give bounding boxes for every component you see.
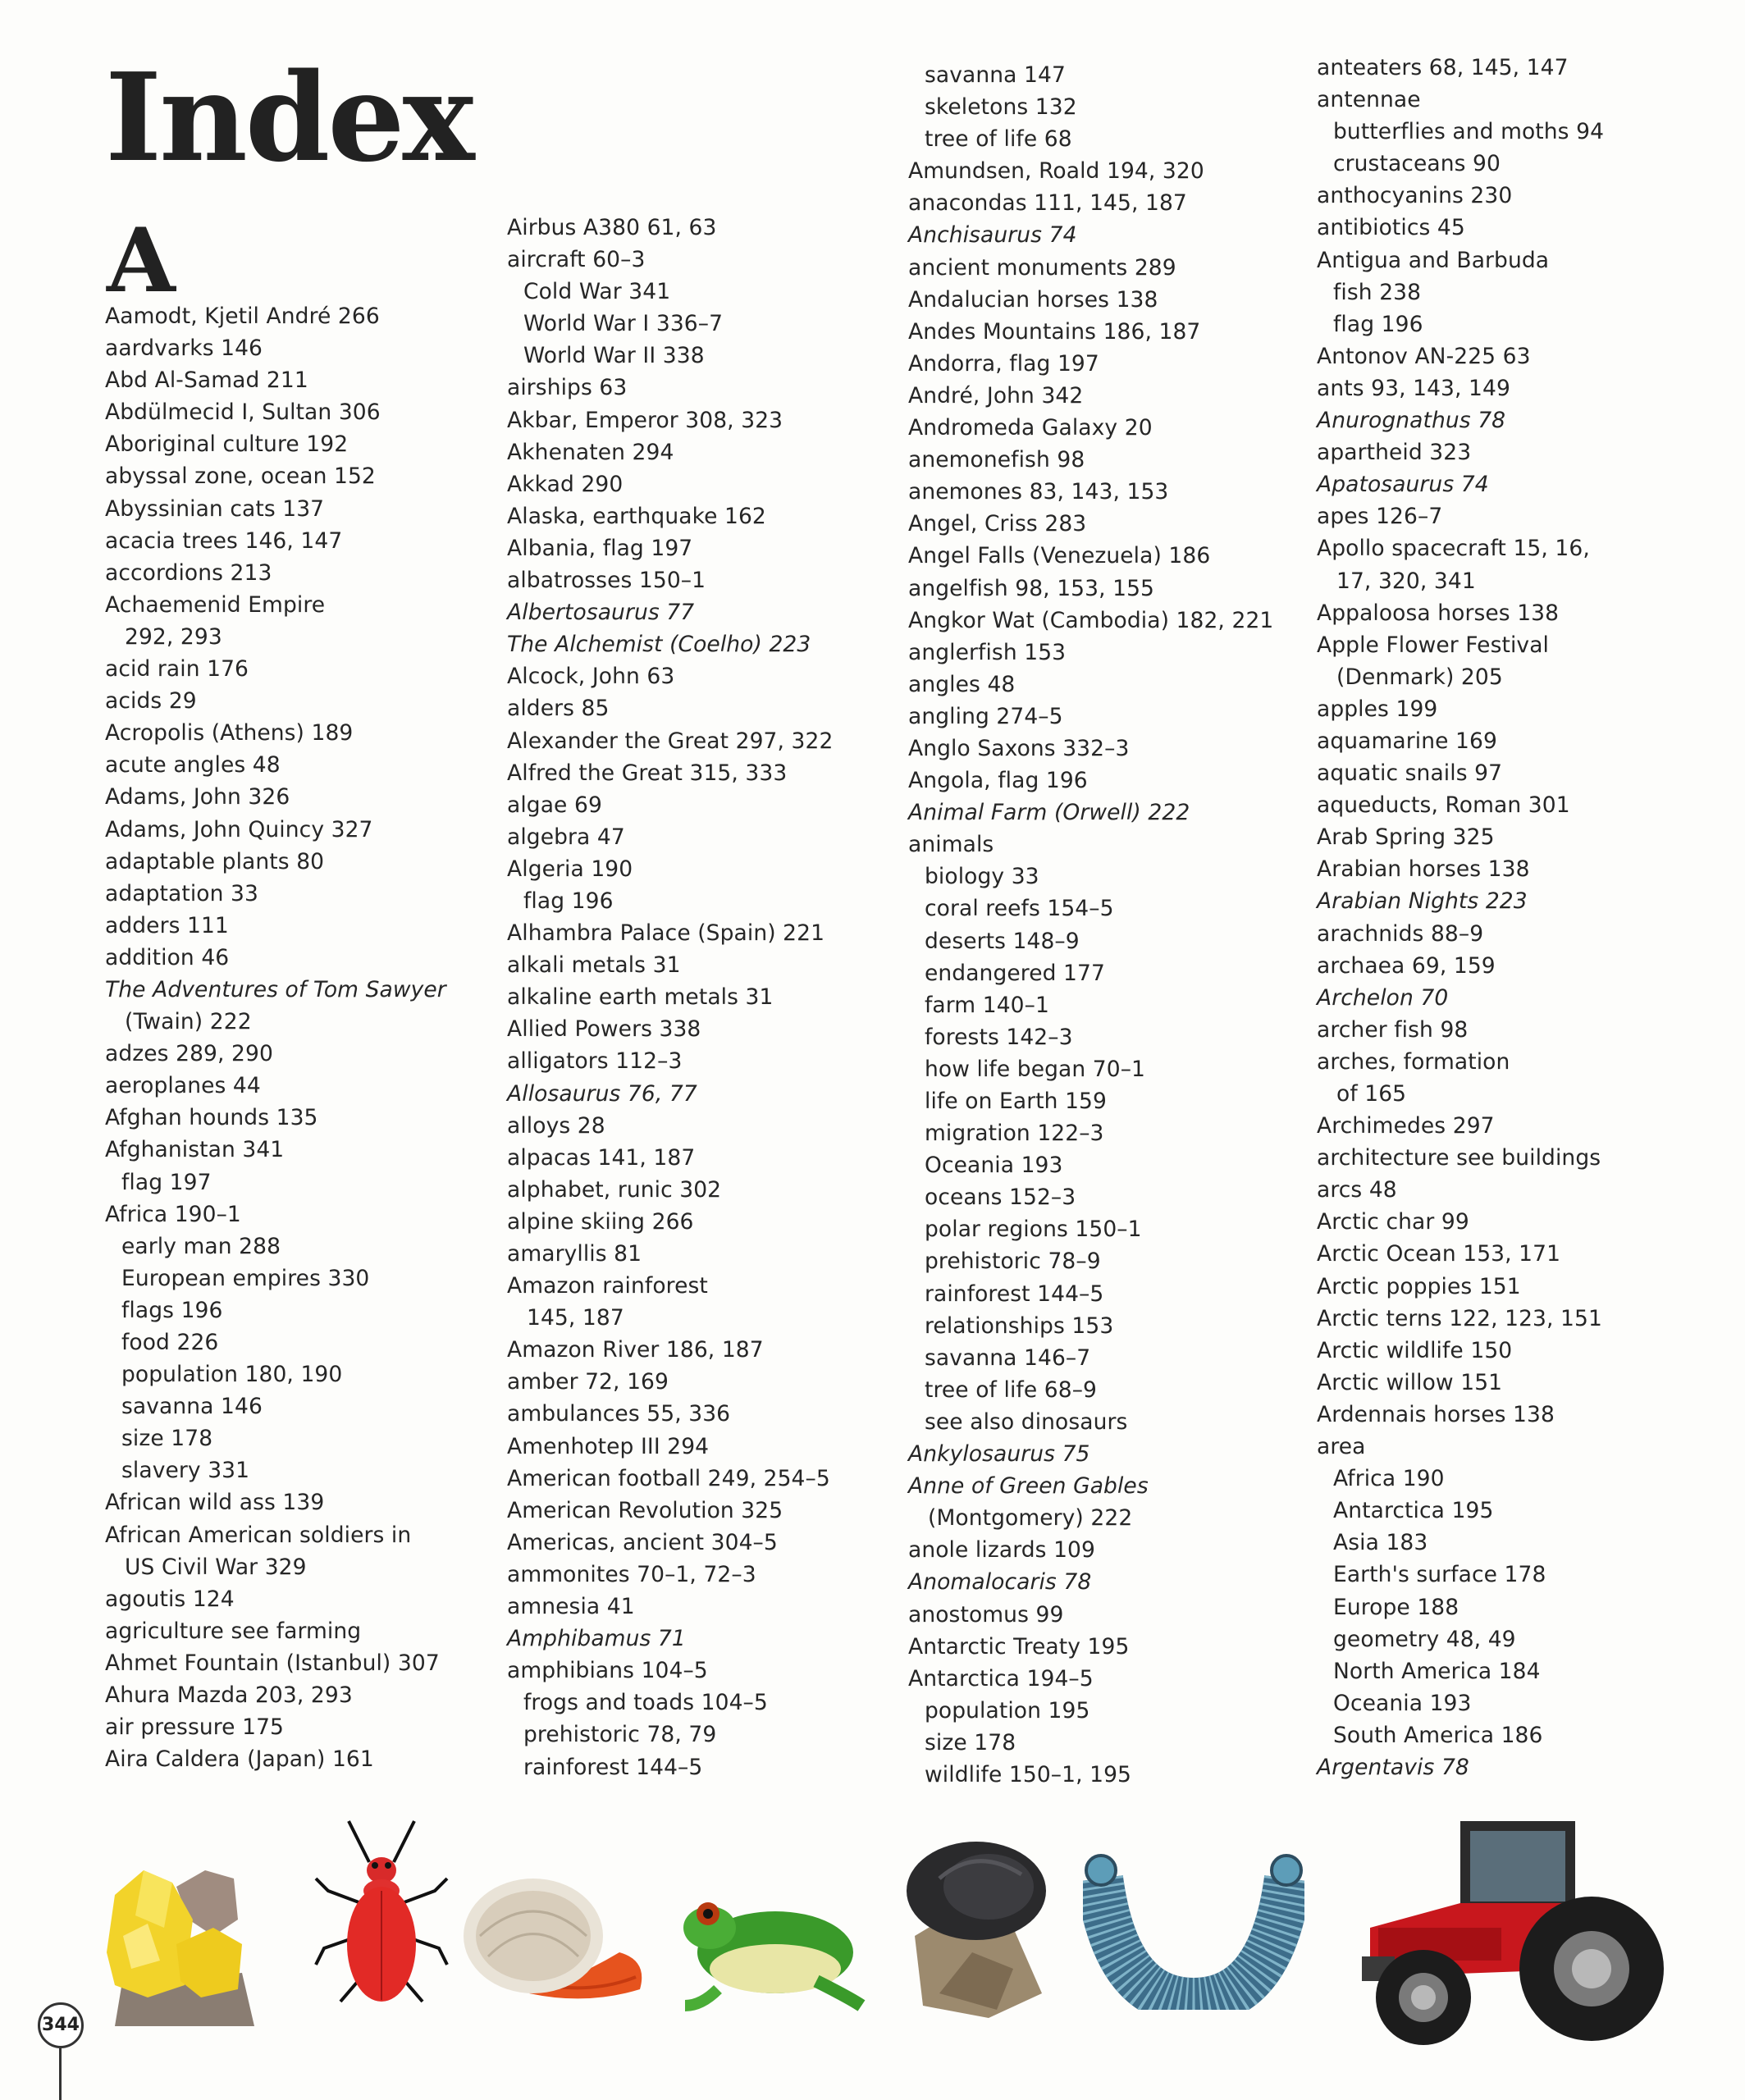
index-entry: Adams, John 326 <box>105 784 290 810</box>
index-entry: Aboriginal culture 192 <box>105 431 349 458</box>
index-entry: Akkad 290 <box>507 471 624 497</box>
index-entry: Arctic willow 151 <box>1317 1369 1503 1395</box>
index-entry: anteaters 68, 145, 147 <box>1317 55 1569 80</box>
index-entry: (Montgomery) 222 <box>928 1505 1133 1532</box>
index-entry: Abyssinian cats 137 <box>105 495 325 522</box>
index-entry: agriculture see farming <box>105 1618 362 1644</box>
index-entry: Anurognathus 78 <box>1317 408 1506 434</box>
index-entry: Andes Mountains 186, 187 <box>908 318 1201 345</box>
index-entry: Arabian Nights 223 <box>1317 888 1528 915</box>
index-entry: alloys 28 <box>507 1112 605 1139</box>
index-subentry: size 178 <box>925 1729 1016 1755</box>
index-entry: Apollo spacecraft 15, 16, <box>1317 536 1590 562</box>
index-entry: aardvarks 146 <box>105 336 263 362</box>
index-entry: accordions 213 <box>105 559 272 586</box>
index-entry: acacia trees 146, 147 <box>105 527 343 554</box>
index-entry: Andalucian horses 138 <box>908 286 1158 313</box>
index-entry: Albania, flag 197 <box>507 535 693 561</box>
index-entry: alligators 112–3 <box>507 1048 683 1075</box>
index-entry: Achaemenid Empire <box>105 591 326 618</box>
index-subentry: see also dinosaurs <box>925 1408 1128 1435</box>
index-entry: area <box>1317 1434 1366 1460</box>
index-entry: Amenhotep III 294 <box>507 1433 710 1459</box>
index-subentry: prehistoric 78–9 <box>925 1249 1101 1275</box>
index-entry: Allied Powers 338 <box>507 1016 701 1043</box>
index-entry: apes 126–7 <box>1317 504 1443 530</box>
index-subentry: migration 122–3 <box>925 1121 1104 1147</box>
index-subentry: forests 142–3 <box>925 1024 1073 1050</box>
index-entry: adzes 289, 290 <box>105 1041 273 1067</box>
index-entry: Alaska, earthquake 162 <box>507 503 766 529</box>
index-entry: anemones 83, 143, 153 <box>908 479 1169 505</box>
index-entry: apartheid 323 <box>1317 440 1472 466</box>
index-entry: alkaline earth metals 31 <box>507 984 774 1011</box>
index-entry: arachnids 88–9 <box>1317 920 1484 947</box>
index-entry: Acropolis (Athens) 189 <box>105 720 354 746</box>
index-subentry: relationships 153 <box>925 1312 1114 1339</box>
index-entry: amphibians 104–5 <box>507 1658 708 1684</box>
index-entry: algebra 47 <box>507 824 625 850</box>
index-entry: agoutis 124 <box>105 1586 235 1612</box>
index-entry: adaptation 33 <box>105 880 258 906</box>
index-entry: aqueducts, Roman 301 <box>1317 792 1570 819</box>
index-entry: 17, 320, 341 <box>1336 568 1476 594</box>
index-entry: Animal Farm (Orwell) 222 <box>908 800 1190 826</box>
index-entry: Afghanistan 341 <box>105 1137 285 1163</box>
index-entry: Africa 190–1 <box>105 1201 241 1227</box>
index-subentry: flag 197 <box>121 1169 212 1195</box>
index-entry: Antarctic Treaty 195 <box>908 1633 1130 1659</box>
index-subentry: flags 196 <box>121 1297 223 1323</box>
index-entry: anthocyanins 230 <box>1317 183 1513 209</box>
index-entry: anole lizards 109 <box>908 1537 1095 1564</box>
index-subentry: Oceania 193 <box>925 1153 1063 1179</box>
index-entry: 145, 187 <box>527 1305 624 1331</box>
ammonite-fossil-icon <box>890 1829 1054 2018</box>
index-entry: acid rain 176 <box>105 656 249 682</box>
index-subentry: savanna 146 <box>121 1394 263 1420</box>
index-entry: 292, 293 <box>125 623 222 650</box>
index-entry: Arctic poppies 151 <box>1317 1273 1521 1299</box>
index-entry: aquamarine 169 <box>1317 728 1497 754</box>
index-subentry: endangered 177 <box>925 960 1105 986</box>
red-tractor-icon <box>1345 1805 1674 2051</box>
index-subentry: Europe 188 <box>1333 1594 1459 1620</box>
index-entry: Akbar, Emperor 308, 323 <box>507 407 783 433</box>
index-entry: Aamodt, Kjetil André 266 <box>105 304 380 329</box>
index-subentry: World War I 336–7 <box>523 311 724 337</box>
index-entry: albatrosses 150–1 <box>507 568 706 594</box>
index-entry: Alcock, John 63 <box>507 664 675 690</box>
index-entry: amaryllis 81 <box>507 1241 642 1267</box>
index-entry: Afghan hounds 135 <box>105 1105 318 1131</box>
index-entry: alpacas 141, 187 <box>507 1144 696 1171</box>
index-entry: Alhambra Palace (Spain) 221 <box>507 920 825 947</box>
index-entry: The Adventures of Tom Sawyer <box>105 976 446 1002</box>
index-subentry: skeletons 132 <box>925 94 1077 121</box>
index-subentry: flag 196 <box>1333 311 1423 337</box>
index-entry: aeroplanes 44 <box>105 1073 261 1099</box>
index-column-1 <box>105 300 446 1775</box>
index-entry: Arctic terns 122, 123, 151 <box>1317 1305 1602 1331</box>
index-entry: Anglo Saxons 332–3 <box>908 735 1130 761</box>
index-column-3 <box>908 59 1273 1791</box>
index-entry: angles 48 <box>908 671 1016 697</box>
index-entry: anglerfish 153 <box>908 639 1067 665</box>
red-beetle-icon <box>312 1813 451 2018</box>
index-subentry: rainforest 144–5 <box>523 1754 703 1780</box>
index-entry: Akhenaten 294 <box>507 439 674 465</box>
tree-frog-icon <box>677 1883 866 2014</box>
index-entry: Americas, ancient 304–5 <box>507 1529 778 1555</box>
index-entry: Ahura Mazda 203, 293 <box>105 1682 353 1709</box>
index-entry: ants 93, 143, 149 <box>1317 375 1510 401</box>
index-entry: aircraft 60–3 <box>507 247 646 273</box>
index-entry: ancient monuments 289 <box>908 254 1176 281</box>
index-entry: abyssal zone, ocean 152 <box>105 463 376 490</box>
index-entry: Aira Caldera (Japan) 161 <box>105 1746 374 1773</box>
index-entry: Albertosaurus 77 <box>507 600 695 626</box>
index-entry: Antigua and Barbuda <box>1317 247 1550 273</box>
ancient-necklace-icon <box>1083 1846 1304 2010</box>
index-entry: Anchisaurus 74 <box>908 222 1077 249</box>
index-entry: Adams, John Quincy 327 <box>105 816 373 842</box>
index-column-4 <box>1317 52 1604 1783</box>
index-entry: The Alchemist (Coelho) 223 <box>507 632 811 658</box>
index-entry: Amphibamus 71 <box>507 1626 686 1652</box>
index-entry: Appaloosa horses 138 <box>1317 600 1560 626</box>
index-entry: Algeria 190 <box>507 856 633 882</box>
index-subentry: slavery 331 <box>121 1458 250 1484</box>
index-subentry: frogs and toads 104–5 <box>523 1690 768 1716</box>
index-entry: algae 69 <box>507 792 602 818</box>
index-subentry: Cold War 341 <box>523 279 671 305</box>
index-subentry: Asia 183 <box>1333 1530 1428 1556</box>
index-entry: angelfish 98, 153, 155 <box>908 575 1155 601</box>
index-entry: (Twain) 222 <box>125 1009 252 1035</box>
index-subentry: Africa 190 <box>1333 1466 1445 1492</box>
index-subentry: life on Earth 159 <box>925 1089 1107 1114</box>
sulfur-crystal-icon <box>98 1821 263 2034</box>
index-entry: addition 46 <box>105 944 230 970</box>
index-entry: Andromeda Galaxy 20 <box>908 415 1153 441</box>
section-letter: A <box>107 209 176 313</box>
index-entry: amnesia 41 <box>507 1594 635 1620</box>
index-subentry: butterflies and moths 94 <box>1333 119 1605 145</box>
index-subentry: Oceania 193 <box>1333 1690 1472 1716</box>
index-entry: of 165 <box>1336 1081 1407 1107</box>
index-subentry: early man 288 <box>121 1233 281 1259</box>
index-subentry: biology 33 <box>925 864 1039 890</box>
index-entry: Arabian horses 138 <box>1317 856 1530 883</box>
index-entry: ambulances 55, 336 <box>507 1401 731 1427</box>
index-entry: Abdülmecid I, Sultan 306 <box>105 399 381 426</box>
index-subentry: crustaceans 90 <box>1333 151 1501 177</box>
index-entry: Airbus A380 61, 63 <box>507 215 717 240</box>
index-entry: Antonov AN-225 63 <box>1317 343 1531 369</box>
index-entry: aquatic snails 97 <box>1317 760 1503 787</box>
index-entry: airships 63 <box>507 375 628 401</box>
index-entry: arcs 48 <box>1317 1177 1397 1203</box>
index-entry: adaptable plants 80 <box>105 848 325 874</box>
index-entry: Angel, Criss 283 <box>908 511 1087 537</box>
index-subentry: wildlife 150–1, 195 <box>925 1761 1132 1787</box>
page-number-rule <box>59 2048 62 2100</box>
index-subentry: flag 196 <box>523 888 614 914</box>
index-subentry: polar regions 150–1 <box>925 1217 1142 1243</box>
index-entry: animals <box>908 832 994 858</box>
index-entry: Angel Falls (Venezuela) 186 <box>908 543 1211 569</box>
index-subentry: geometry 48, 49 <box>1333 1626 1516 1652</box>
index-entry: ammonites 70–1, 72–3 <box>507 1561 756 1587</box>
index-entry: amber 72, 169 <box>507 1369 669 1395</box>
index-subentry: population 180, 190 <box>121 1362 343 1388</box>
index-entry: Angkor Wat (Cambodia) 182, 221 <box>908 607 1274 633</box>
index-entry: Archimedes 297 <box>1317 1113 1495 1139</box>
index-entry: Alfred the Great 315, 333 <box>507 760 788 786</box>
index-entry: Ardennais horses 138 <box>1317 1401 1555 1427</box>
index-entry: antibiotics 45 <box>1317 215 1465 241</box>
index-column-2 <box>507 212 833 1783</box>
index-entry: Angola, flag 196 <box>908 768 1088 794</box>
index-entry: apples 199 <box>1317 696 1438 722</box>
index-entry: African wild ass 139 <box>105 1490 325 1516</box>
index-entry: Ahmet Fountain (Istanbul) 307 <box>105 1650 440 1676</box>
index-subentry: European empires 330 <box>121 1265 370 1291</box>
index-entry: anostomus 99 <box>908 1601 1064 1628</box>
index-subentry: South America 186 <box>1333 1722 1543 1748</box>
index-entry: André, John 342 <box>908 382 1084 409</box>
index-subentry: tree of life 68 <box>925 126 1072 153</box>
index-entry: alpine skiing 266 <box>507 1208 694 1235</box>
index-entry: Arctic Ocean 153, 171 <box>1317 1241 1561 1267</box>
index-entry: angling 274–5 <box>908 703 1063 729</box>
index-subentry: savanna 146–7 <box>925 1344 1091 1371</box>
index-subentry: how life began 70–1 <box>925 1056 1146 1082</box>
index-entry: Apple Flower Festival <box>1317 632 1550 658</box>
index-entry: Arctic char 99 <box>1317 1209 1469 1235</box>
index-subentry: fish 238 <box>1333 279 1422 305</box>
index-entry: US Civil War 329 <box>125 1554 307 1580</box>
index-entry: Andorra, flag 197 <box>908 350 1099 377</box>
index-subentry: deserts 148–9 <box>925 928 1080 954</box>
index-subentry: rainforest 144–5 <box>925 1281 1104 1307</box>
index-subentry: food 226 <box>121 1330 219 1355</box>
index-entry: acids 29 <box>105 688 197 714</box>
index-subentry: oceans 152–3 <box>925 1185 1076 1211</box>
index-entry: American football 249, 254–5 <box>507 1465 830 1491</box>
index-entry: Anne of Green Gables <box>908 1473 1149 1500</box>
page-number: 344 <box>38 2002 84 2048</box>
index-entry: Anomalocaris 78 <box>908 1569 1092 1596</box>
index-entry: Arctic wildlife 150 <box>1317 1337 1513 1363</box>
index-entry: archer fish 98 <box>1317 1016 1469 1043</box>
index-entry: alphabet, runic 302 <box>507 1176 722 1203</box>
index-entry: alkali metals 31 <box>507 952 681 979</box>
index-subentry: prehistoric 78, 79 <box>523 1722 717 1748</box>
index-entry: archaea 69, 159 <box>1317 952 1496 979</box>
index-entry: air pressure 175 <box>105 1714 284 1741</box>
index-subentry: Earth's surface 178 <box>1333 1562 1546 1588</box>
index-subentry: coral reefs 154–5 <box>925 896 1114 922</box>
index-entry: Alexander the Great 297, 322 <box>507 728 834 754</box>
index-subentry: size 178 <box>121 1426 213 1452</box>
illustration-strip <box>0 1805 1745 2051</box>
index-entry: American Revolution 325 <box>507 1497 783 1523</box>
index-entry: Amazon River 186, 187 <box>507 1337 764 1363</box>
index-subentry: farm 140–1 <box>925 992 1049 1018</box>
index-entry: acute angles 48 <box>105 752 281 778</box>
index-entry: arches, formation <box>1317 1048 1510 1075</box>
index-subentry: Antarctica 195 <box>1333 1498 1494 1524</box>
index-entry: Argentavis 78 <box>1317 1754 1469 1780</box>
index-entry: anemonefish 98 <box>908 447 1085 473</box>
index-subentry: World War II 338 <box>523 343 705 369</box>
index-entry: Antarctica 194–5 <box>908 1665 1094 1691</box>
index-entry: Amundsen, Roald 194, 320 <box>908 158 1204 185</box>
index-entry: Allosaurus 76, 77 <box>507 1080 697 1107</box>
index-subentry: tree of life 68–9 <box>925 1376 1098 1403</box>
index-subentry: population 195 <box>925 1697 1090 1723</box>
index-entry: Archelon 70 <box>1317 984 1449 1011</box>
index-entry: Ankylosaurus 75 <box>908 1441 1090 1468</box>
page-title: Index <box>105 46 473 189</box>
index-entry: Apatosaurus 74 <box>1317 472 1489 498</box>
index-entry: adders 111 <box>105 912 229 938</box>
scallop-shell-icon <box>455 1854 652 2010</box>
index-entry: Abd Al-Samad 211 <box>105 368 308 394</box>
index-entry: African American soldiers in <box>105 1522 412 1548</box>
index-entry: anacondas 111, 145, 187 <box>908 190 1187 217</box>
index-entry: Amazon rainforest <box>507 1273 708 1299</box>
index-entry: antennae <box>1317 87 1421 113</box>
index-subentry: North America 184 <box>1333 1658 1541 1684</box>
index-subentry: savanna 147 <box>925 62 1066 88</box>
index-entry: alders 85 <box>507 696 610 722</box>
index-entry: architecture see buildings <box>1317 1145 1601 1171</box>
index-entry: Arab Spring 325 <box>1317 824 1495 851</box>
index-entry: (Denmark) 205 <box>1336 664 1503 690</box>
